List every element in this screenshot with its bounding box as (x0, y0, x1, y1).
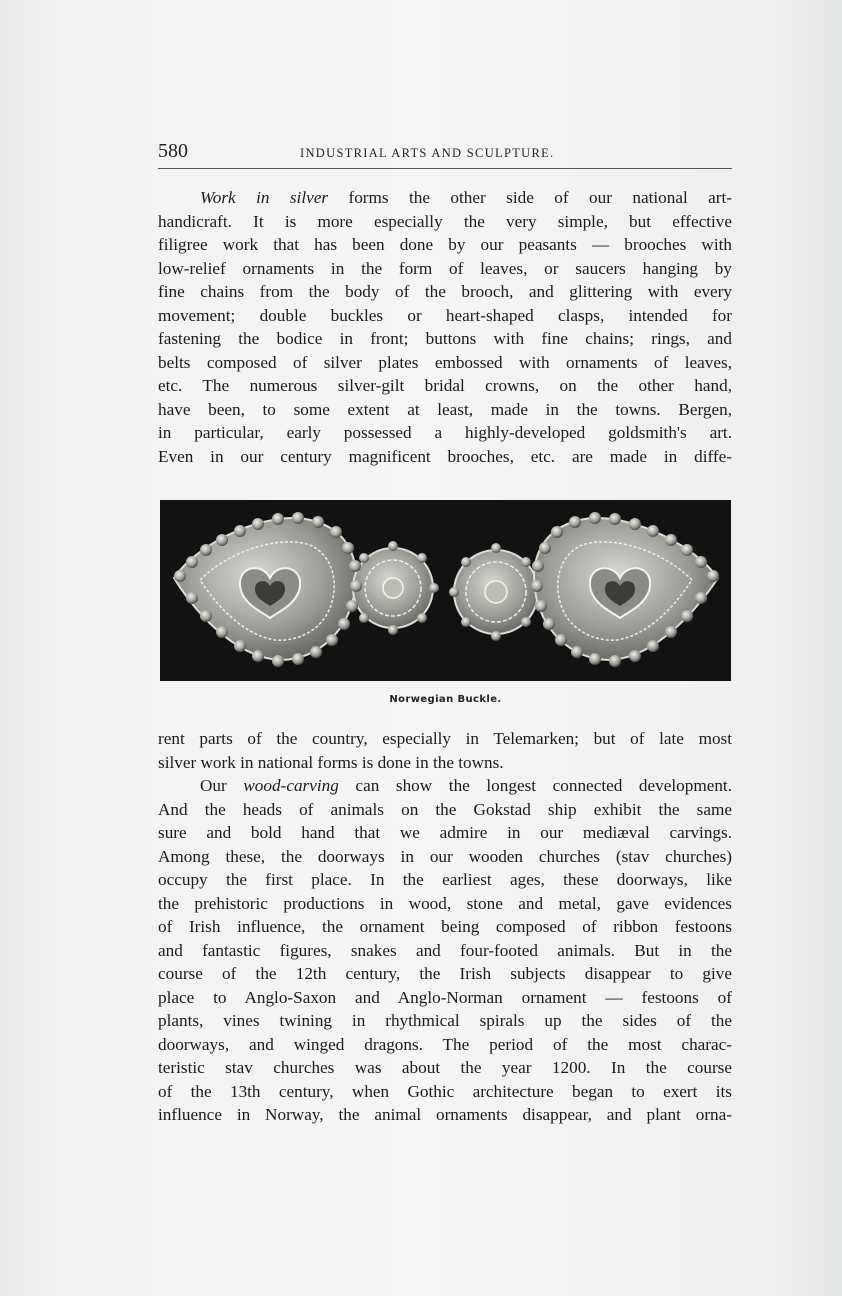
text-line (158, 774, 732, 798)
text-line (158, 186, 732, 210)
text-line-pre: Our (200, 776, 244, 795)
page-number: 580 (158, 140, 188, 162)
text-line: etc. The numerous silver-gilt bridal crowns, on the other hand, (158, 376, 732, 395)
emphasis-wood-carving: wood-carving (243, 776, 339, 795)
paragraph-silver-work (158, 186, 732, 468)
text-line: in particular, early possessed a highly-developed goldsmith's art. (158, 423, 732, 442)
text-line: of Irish influence, the ornament being composed of ribbon festoons (158, 917, 732, 936)
text-line: belts composed of silver plates embossed with ornaments of leaves, (158, 352, 732, 372)
text-line: and fantastic figures, snakes and four-footed animals. But in the (158, 940, 732, 960)
text-line: Among these, the doorways in our wooden churches (stav churches) (158, 846, 732, 866)
figure-norwegian-buckle (160, 500, 731, 681)
text-line: have been, to some extent at least, made in the towns. Bergen, (158, 399, 732, 419)
text-line: filigree work that has been done by our peasants — brooches with (158, 235, 732, 254)
buckle-illustration (160, 500, 731, 681)
text-line: doorways, and winged dragons. The period of the most charac- (158, 1034, 732, 1054)
text-line: And the heads of animals on the Gokstad ship exhibit the same (158, 799, 732, 819)
text-line: place to Anglo-Saxon and Anglo-Norman ornament — festoons of (158, 987, 732, 1007)
text-line: silver work in national forms is done in the towns. (158, 752, 504, 772)
text-line: course of the 12th century, the Irish subjects disappear to give (158, 964, 732, 983)
text-line: rent parts of the country, especially in Telemarken; but of late most (158, 729, 732, 748)
running-head: INDUSTRIAL ARTS AND SCULPTURE. (300, 146, 555, 160)
text-line: low-relief ornaments in the form of leaves, or saucers hanging by (158, 258, 732, 278)
running-header (158, 140, 732, 169)
text-line: fine chains from the body of the brooch, and glittering with every (158, 282, 732, 301)
text-line-post: can show the longest connected development. (338, 776, 732, 795)
emphasis-work-in-silver: Work in silver (200, 188, 329, 207)
text-line: sure and bold hand that we admire in our mediæval carvings. (158, 823, 732, 842)
text-line: of the 13th century, when Gothic architecture began to exert its (158, 1081, 732, 1101)
paragraph-wood-carving (158, 727, 732, 1127)
text-line: fastening the bodice in front; buttons with fine chains; rings, and (158, 329, 732, 348)
text-line: plants, vines twining in rhythmical spirals up the sides of the (158, 1011, 732, 1030)
text-line: the prehistoric productions in wood, stone and metal, gave evidences (158, 893, 732, 913)
text-line: occupy the first place. In the earliest ages, these doorways, like (158, 870, 732, 889)
figure-caption: Norwegian Buckle. (389, 694, 502, 705)
text-line: movement; double buckles or heart-shaped clasps, intended for (158, 305, 732, 325)
text-line: teristic stav churches was about the year 1200. In the course (158, 1058, 732, 1077)
text-line: handicraft. It is more especially the very simple, but effective (158, 211, 732, 231)
text-line: influence in Norway, the animal ornaments disappear, and plant orna- (158, 1105, 732, 1124)
text-line: Even in our century magnificent brooches, etc. are made in diffe- (158, 446, 732, 466)
text-line-rest: forms the other side of our national art- (328, 188, 732, 207)
